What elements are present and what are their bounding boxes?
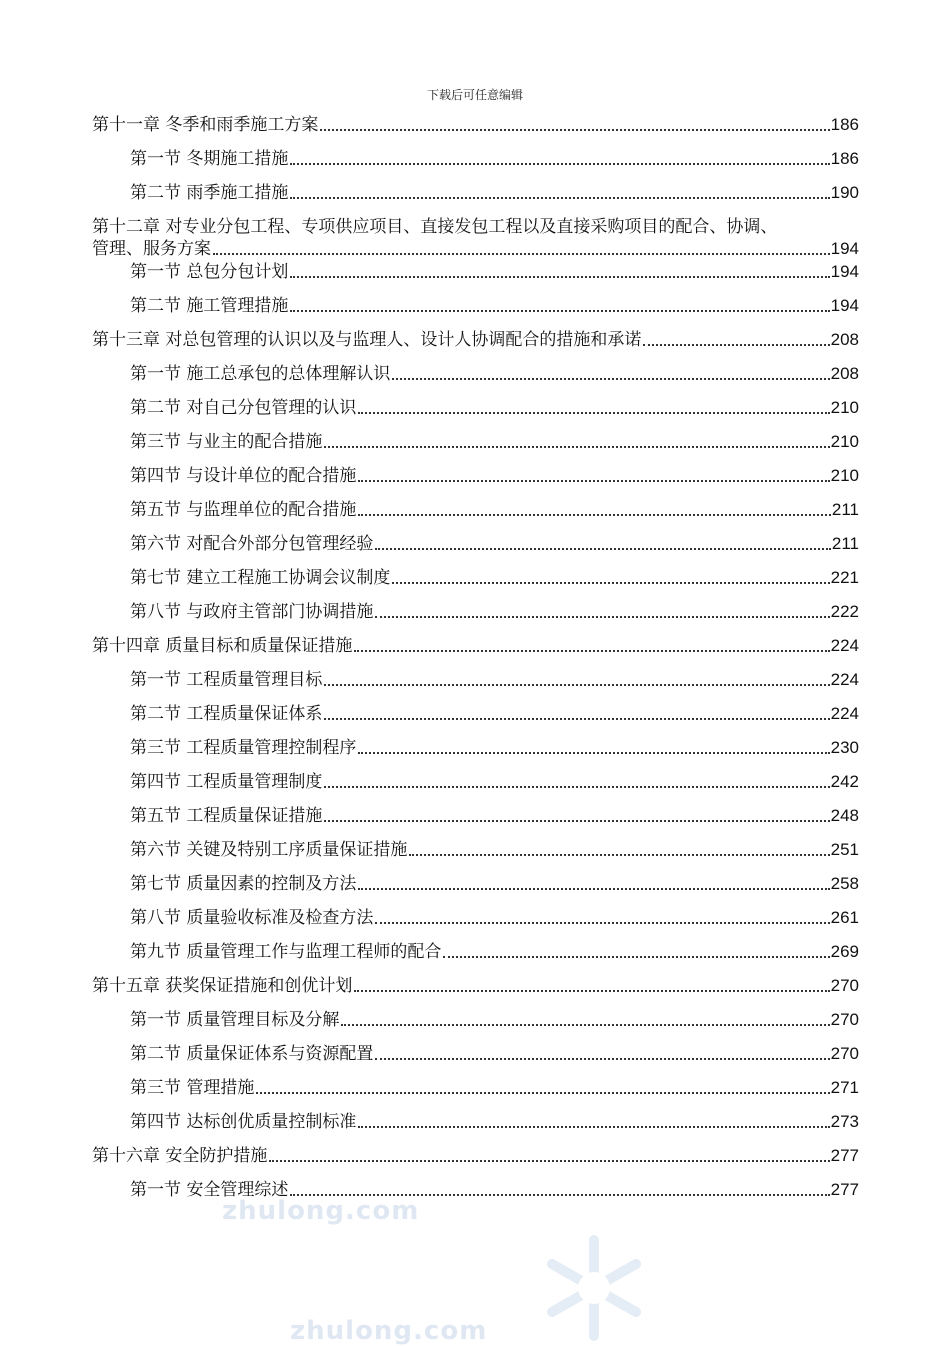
toc-page-number: 221 xyxy=(830,568,859,587)
toc-section-entry xyxy=(92,533,859,567)
toc-section-entry xyxy=(92,567,859,601)
toc-chapter-entry xyxy=(92,329,859,363)
toc-dot-leader xyxy=(358,888,829,890)
toc-page-number: 210 xyxy=(830,432,859,451)
toc-page-number: 258 xyxy=(830,874,859,893)
toc-page-number: 248 xyxy=(830,806,859,825)
toc-entry-label: 第十五章 获奖保证措施和创优计划 xyxy=(92,976,353,996)
toc-dot-leader xyxy=(643,344,829,346)
toc-entry-label: 第十六章 安全防护措施 xyxy=(92,1146,268,1166)
toc-entry-label: 第一节 质量管理目标及分解 xyxy=(130,1010,340,1030)
toc-entry-label: 第五节 与监理单位的配合措施 xyxy=(130,500,357,520)
toc-chapter-entry xyxy=(92,975,859,1009)
toc-entry-label: 第一节 总包分包计划 xyxy=(130,262,289,282)
toc-entry-label: 第四节 与设计单位的配合措施 xyxy=(130,466,357,486)
toc-section-entry xyxy=(92,771,859,805)
watermark-text: zhulong.com xyxy=(222,1196,420,1226)
toc-page-number: 194 xyxy=(830,296,859,315)
toc-section-entry xyxy=(92,907,859,941)
toc-entry-label: 第三节 管理措施 xyxy=(130,1078,255,1098)
toc-chapter-entry xyxy=(92,216,859,261)
toc-entry-label: 第八节 与政府主管部门协调措施 xyxy=(130,602,374,622)
toc-dot-leader xyxy=(290,197,829,199)
toc-dot-leader xyxy=(392,378,829,380)
toc-page-number: 273 xyxy=(830,1112,859,1131)
toc-entry-label: 第十一章 冬季和雨季施工方案 xyxy=(92,115,319,135)
toc-section-entry xyxy=(92,363,859,397)
toc-page-number: 210 xyxy=(830,398,859,417)
toc-entry-label: 第二节 对自己分包管理的认识 xyxy=(130,398,357,418)
toc-section-entry xyxy=(92,431,859,465)
toc-section-entry xyxy=(92,465,859,499)
toc-entry-label: 第三节 与业主的配合措施 xyxy=(130,432,323,452)
toc-section-entry xyxy=(92,1009,859,1043)
toc-page-number: 210 xyxy=(830,466,859,485)
toc-section-entry xyxy=(92,397,859,431)
toc-section-entry xyxy=(92,1179,859,1213)
toc-entry-label: 第七节 质量因素的控制及方法 xyxy=(130,874,357,894)
toc-entry-label: 第二节 质量保证体系与资源配置 xyxy=(130,1044,374,1064)
toc-page-number: 208 xyxy=(830,330,859,349)
toc-section-entry xyxy=(92,261,859,295)
toc-section-entry xyxy=(92,1077,859,1111)
toc-dot-leader xyxy=(358,480,829,482)
toc-page-number: 211 xyxy=(831,534,859,553)
toc-page-number: 251 xyxy=(830,840,859,859)
toc-entry-label: 第七节 建立工程施工协调会议制度 xyxy=(130,568,391,588)
toc-section-entry xyxy=(92,1111,859,1145)
toc-chapter-entry xyxy=(92,114,859,148)
toc-section-entry xyxy=(92,873,859,907)
toc-entry-label: 第六节 关键及特别工序质量保证措施 xyxy=(130,840,408,860)
toc-dot-leader xyxy=(443,956,829,958)
toc-page-number: 277 xyxy=(830,1180,859,1199)
toc-section-entry xyxy=(92,499,859,533)
toc-dot-leader xyxy=(324,684,829,686)
toc-page-number: 186 xyxy=(830,115,859,134)
toc-section-entry xyxy=(92,941,859,975)
toc-page-number: 224 xyxy=(830,704,859,723)
toc-section-entry xyxy=(92,737,859,771)
toc-page-number: 208 xyxy=(830,364,859,383)
snowflake-logo-icon xyxy=(538,1232,650,1344)
toc-entry-label: 第十二章 对专业分包工程、专项供应项目、直接发包工程以及直接采购项目的配合、协调、 xyxy=(92,217,778,237)
toc-dot-leader xyxy=(375,922,829,924)
toc-section-entry xyxy=(92,1043,859,1077)
toc-dot-leader xyxy=(290,276,829,278)
toc-dot-leader xyxy=(290,163,829,165)
toc-section-entry xyxy=(92,805,859,839)
toc-entry-label: 第二节 雨季施工措施 xyxy=(130,183,289,203)
toc-dot-leader xyxy=(358,752,829,754)
toc-dot-leader xyxy=(256,1092,829,1094)
toc-section-entry xyxy=(92,839,859,873)
toc-chapter-entry xyxy=(92,635,859,669)
toc-page-number: 190 xyxy=(830,183,859,202)
toc-dot-leader xyxy=(324,446,829,448)
toc-dot-leader xyxy=(375,1058,829,1060)
toc-page-number: 194 xyxy=(830,262,859,281)
toc-dot-leader xyxy=(392,582,829,584)
toc-entry-label: 第二节 施工管理措施 xyxy=(130,296,289,316)
toc-section-entry xyxy=(92,182,859,216)
toc-dot-leader xyxy=(375,616,829,618)
toc-dot-leader xyxy=(375,548,830,550)
toc-dot-leader xyxy=(341,1024,829,1026)
toc-dot-leader xyxy=(358,412,829,414)
toc-entry-label: 第十三章 对总包管理的认识以及与监理人、设计人协调配合的措施和承诺 xyxy=(92,330,642,350)
toc-entry-label: 第八节 质量验收标准及检查方法 xyxy=(130,908,374,928)
watermark-text: zhulong.com xyxy=(290,1316,488,1346)
toc-entry-label: 第四节 达标创优质量控制标准 xyxy=(130,1112,357,1132)
toc-entry-label: 第一节 工程质量管理目标 xyxy=(130,670,323,690)
toc-dot-leader xyxy=(320,129,829,131)
toc-page-number: 277 xyxy=(830,1146,859,1165)
toc-page-number: 224 xyxy=(830,670,859,689)
toc-page-number: 186 xyxy=(830,149,859,168)
toc-dot-leader xyxy=(290,310,829,312)
toc-chapter-entry xyxy=(92,1145,859,1179)
toc-entry-label: 第一节 安全管理综述 xyxy=(130,1180,289,1200)
toc-page-number: 194 xyxy=(830,239,859,258)
toc-dot-leader xyxy=(354,650,829,652)
toc-page-number: 270 xyxy=(830,976,859,995)
toc-dot-leader xyxy=(213,253,830,255)
toc-page-number: 222 xyxy=(830,602,859,621)
toc-page-number: 269 xyxy=(830,942,859,961)
toc-page-number: 211 xyxy=(831,500,859,519)
toc-page-number: 242 xyxy=(830,772,859,791)
page-header: 下载后可任意编辑 xyxy=(426,88,523,102)
toc-dot-leader xyxy=(324,718,829,720)
toc-section-entry xyxy=(92,601,859,635)
toc-section-entry xyxy=(92,703,859,737)
toc-page-number: 271 xyxy=(830,1078,859,1097)
toc-entry-label: 第五节 工程质量保证措施 xyxy=(130,806,323,826)
toc-dot-leader xyxy=(358,1126,829,1128)
toc-page-number: 224 xyxy=(830,636,859,655)
toc-dot-leader xyxy=(358,514,830,516)
table-of-contents xyxy=(92,114,859,1213)
toc-dot-leader xyxy=(354,990,829,992)
toc-page-number: 270 xyxy=(830,1044,859,1063)
toc-entry-label: 第二节 工程质量保证体系 xyxy=(130,704,323,724)
toc-entry-label: 第六节 对配合外部分包管理经验 xyxy=(130,534,374,554)
toc-section-entry xyxy=(92,295,859,329)
toc-page-number: 270 xyxy=(830,1010,859,1029)
toc-entry-label: 第十四章 质量目标和质量保证措施 xyxy=(92,636,353,656)
toc-dot-leader xyxy=(324,786,829,788)
toc-entry-label: 管理、服务方案 xyxy=(92,239,211,259)
toc-entry-label: 第一节 冬期施工措施 xyxy=(130,149,289,169)
toc-dot-leader xyxy=(269,1160,829,1162)
toc-dot-leader xyxy=(324,820,829,822)
toc-page-number: 261 xyxy=(830,908,859,927)
toc-dot-leader xyxy=(409,854,829,856)
toc-section-entry xyxy=(92,669,859,703)
toc-entry-label: 第一节 施工总承包的总体理解认识 xyxy=(130,364,391,384)
toc-entry-label: 第四节 工程质量管理制度 xyxy=(130,772,323,792)
toc-entry-label: 第九节 质量管理工作与监理工程师的配合 xyxy=(130,942,442,962)
toc-entry-label: 第三节 工程质量管理控制程序 xyxy=(130,738,357,758)
toc-section-entry xyxy=(92,148,859,182)
toc-page-number: 230 xyxy=(830,738,859,757)
